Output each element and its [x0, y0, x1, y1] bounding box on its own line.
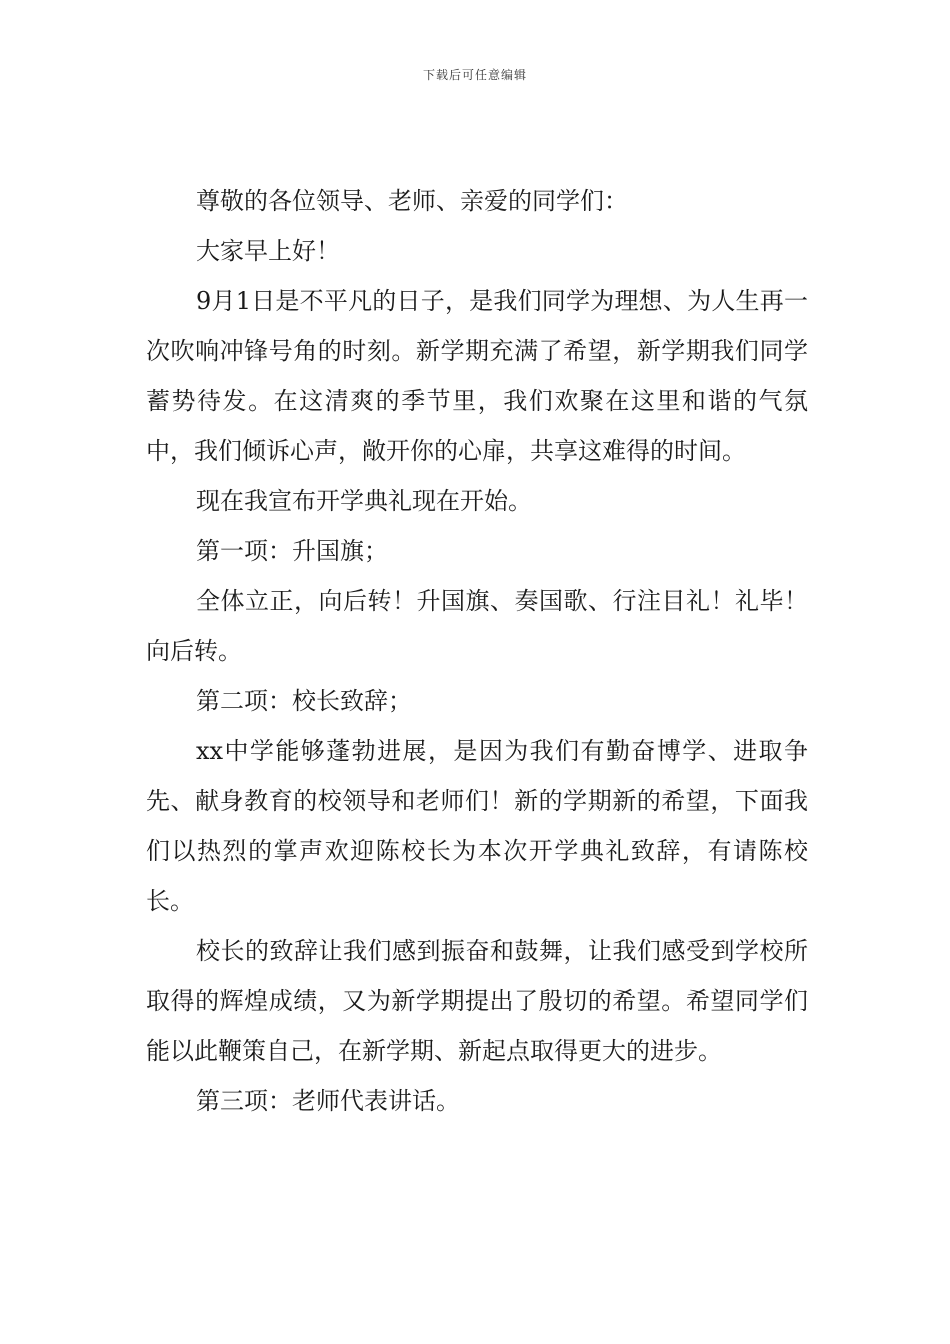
item-two-heading: 第二项：校长致辞；	[196, 687, 412, 715]
opening-paragraph: 9月1日是不平凡的日子，是我们同学为理想、为人生再一次吹响冲锋号角的时刻。新学期充满了希望，新学期我们同学蓄势待发。在这清爽的季节里，我们欢聚在这里和谐的气氛中，我们倾诉心声，敞开你的心扉，共享这难得的时间。	[146, 287, 808, 465]
principal-reflection-paragraph: 校长的致辞让我们感到振奋和鼓舞，让我们感受到学校所取得的辉煌成绩，又为新学期提出了殷切的希望。希望同学们能以此鞭策自己，在新学期、新起点取得更大的进步。	[146, 937, 808, 1065]
flag-raising-paragraph: 全体立正，向后转！升国旗、奏国歌、行注目礼！礼毕！向后转。	[146, 587, 808, 665]
item-one-heading: 第一项：升国旗；	[196, 537, 388, 565]
item-three-heading: 第三项：老师代表讲话。	[196, 1087, 460, 1115]
document-body	[146, 176, 808, 1126]
ceremony-start: 现在我宣布开学典礼现在开始。	[196, 487, 532, 515]
header-note: 下载后可任意编辑	[422, 68, 527, 82]
salutation: 尊敬的各位领导、老师、亲爱的同学们：	[196, 187, 628, 215]
greeting: 大家早上好！	[196, 237, 340, 265]
principal-intro-paragraph: xx中学能够蓬勃进展，是因为我们有勤奋博学、进取争先、献身教育的校领导和老师们！新的学期新的希望，下面我们以热烈的掌声欢迎陈校长为本次开学典礼致辞，有请陈校长。	[146, 737, 808, 915]
